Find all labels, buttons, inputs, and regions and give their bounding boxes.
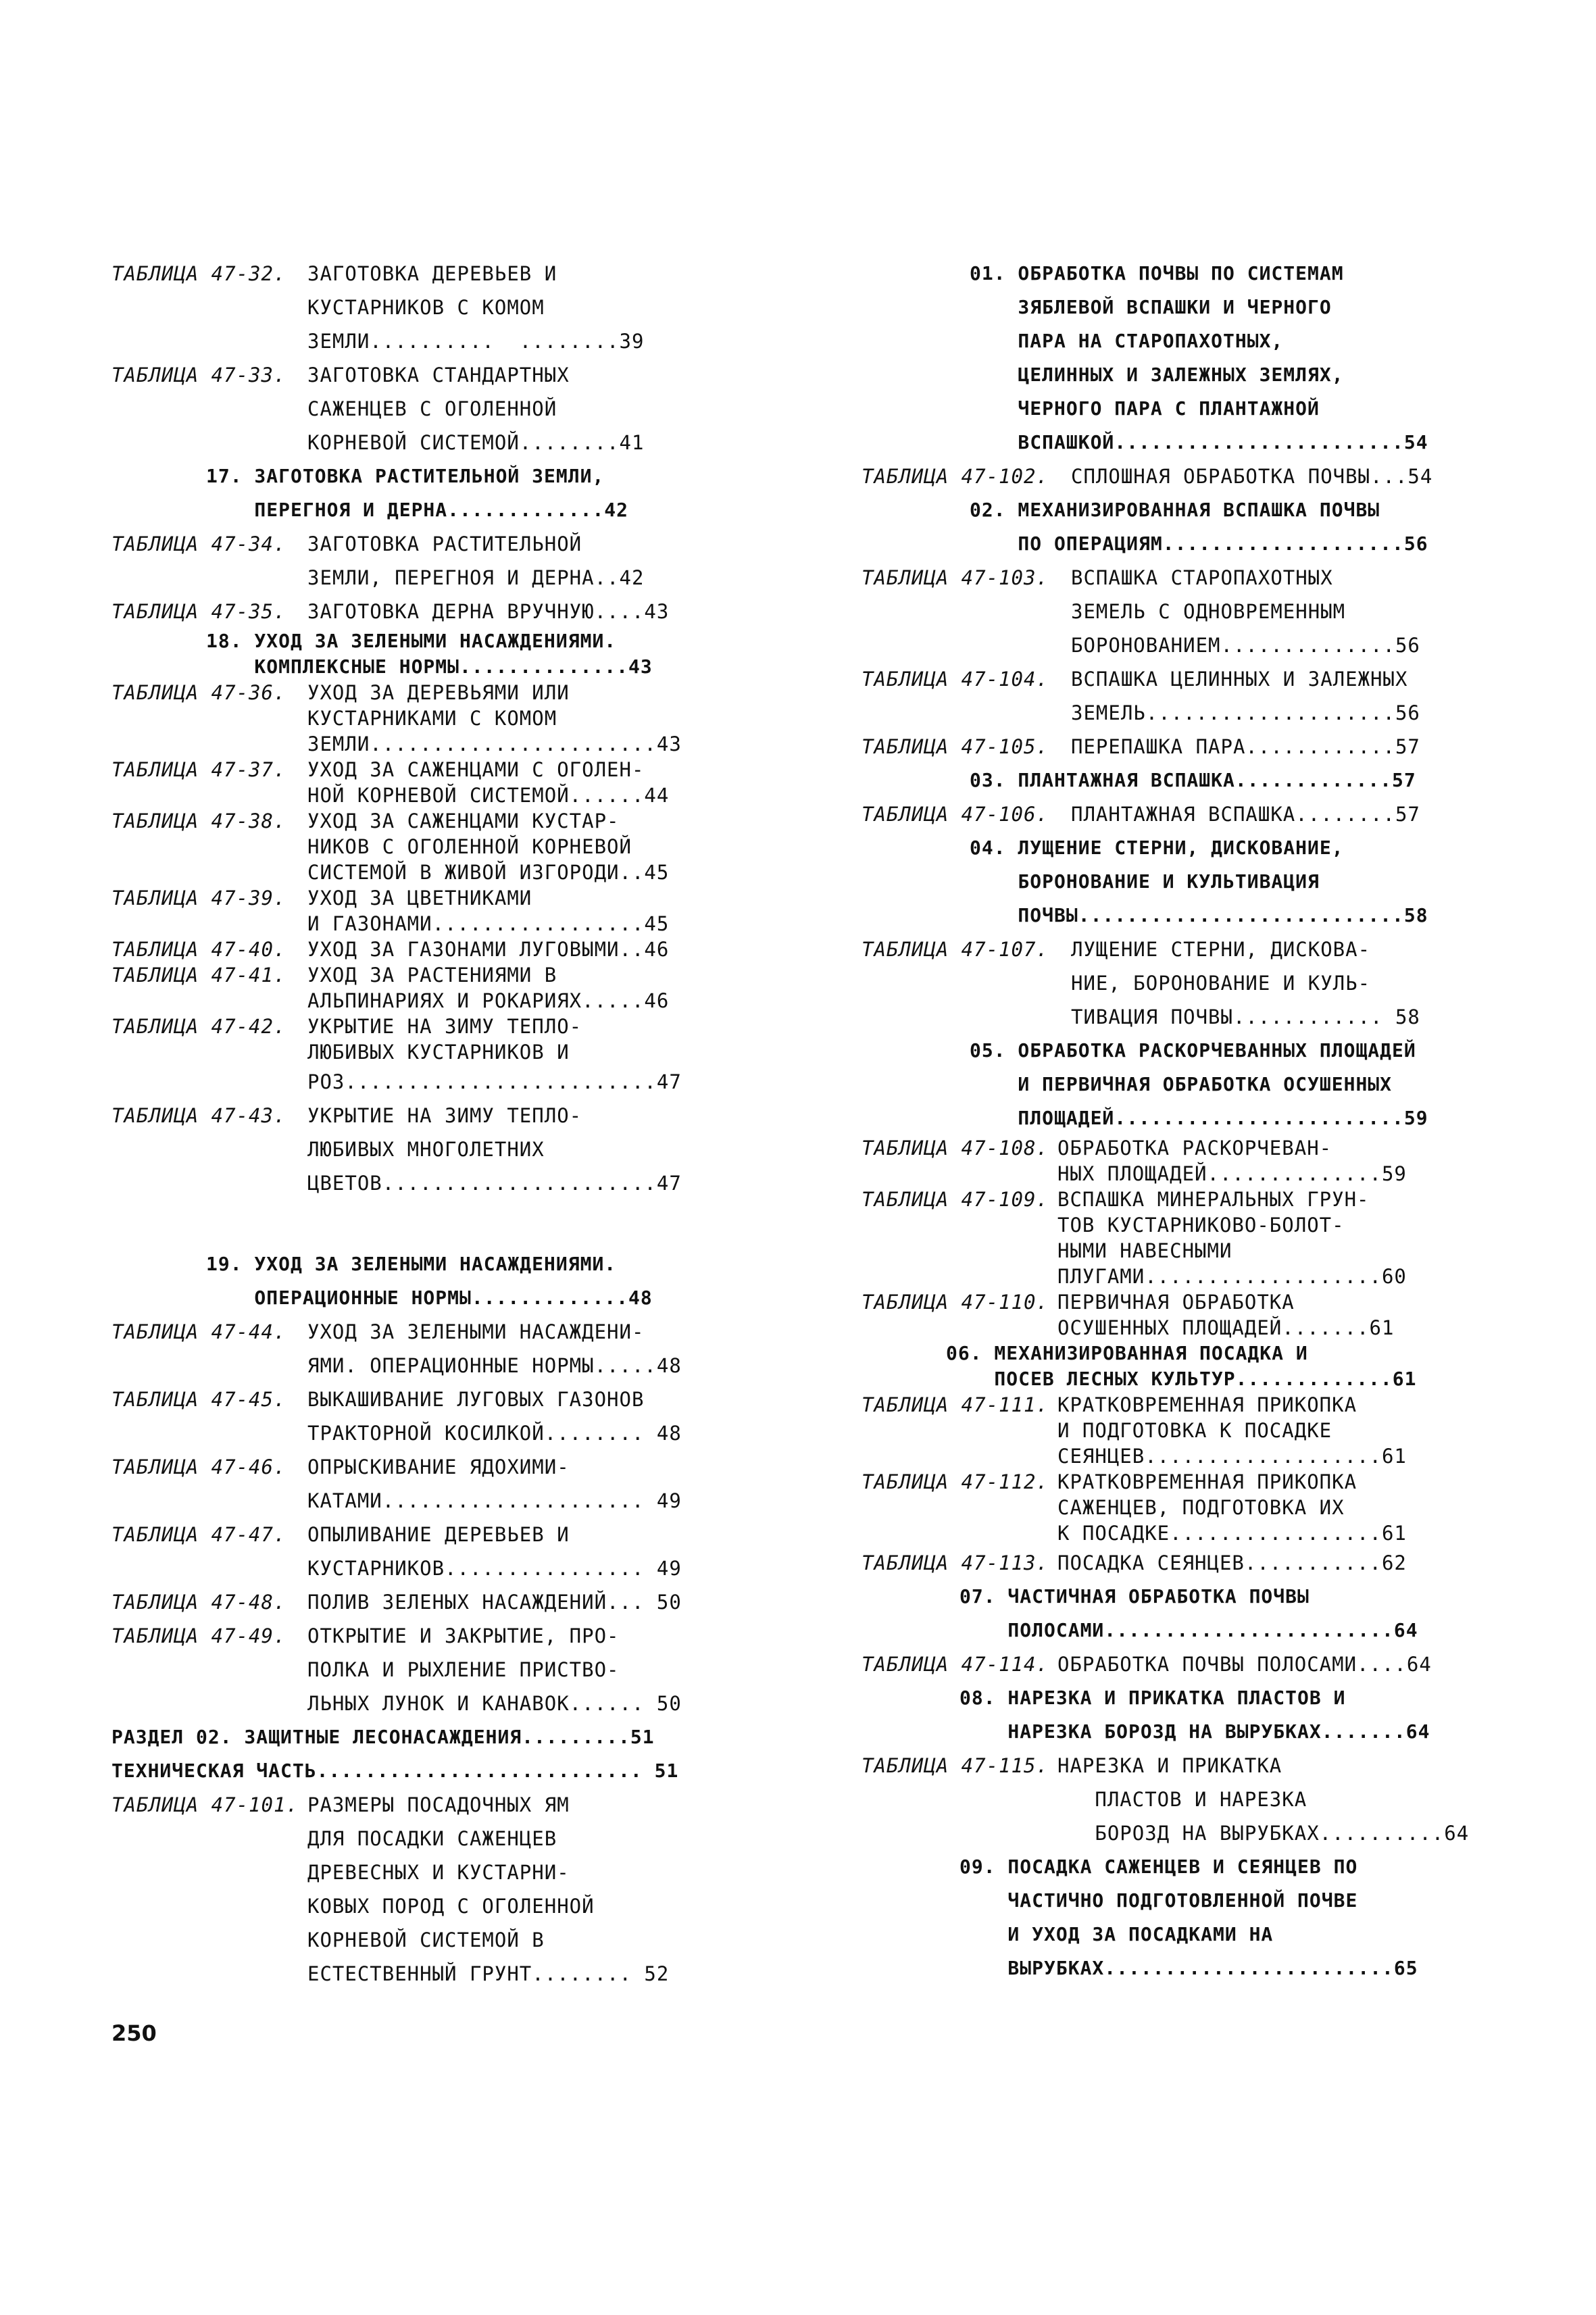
entry-title-line: УКРЫТИЕ НА ЗИМУ ТЕПЛО-	[307, 1104, 582, 1127]
entry-title-line: ЗЕМЕЛЬ С ОДНОВРЕМЕННЫМ	[1071, 600, 1346, 623]
entry-title-line: САЖЕНЦЕВ, ПОДГОТОВКА ИХ	[1057, 1496, 1345, 1519]
entry-title	[307, 757, 726, 808]
toc-entry[interactable]	[862, 932, 1493, 1034]
entry-title	[1057, 1135, 1493, 1187]
table-label: ТАБЛИЦА 47-47.	[111, 1523, 286, 1546]
toc-entry[interactable]	[111, 1619, 726, 1720]
entry-title-line: ЗЕМЕЛЬ....................56	[1071, 701, 1420, 724]
toc-entry[interactable]	[111, 1014, 726, 1065]
toc-entry[interactable]	[111, 937, 726, 962]
table-label: ТАБЛИЦА 47-44.	[111, 1320, 286, 1343]
toc-entry[interactable]	[862, 561, 1493, 662]
section-heading-line: 09. ПОСАДКА САЖЕНЦЕВ И СЕЯНЦЕВ ПО	[959, 1856, 1358, 1878]
toc-entry[interactable]	[862, 1187, 1493, 1289]
entry-title-line: ЗАГОТОВКА СТАНДАРТНЫХ	[307, 364, 570, 387]
toc-entry[interactable]	[862, 1469, 1493, 1546]
entry-title-line: НОЙ КОРНЕВОЙ СИСТЕМОЙ......44	[307, 784, 670, 807]
section-heading-line: ЧЕРНОГО ПАРА С ПЛАНТАЖНОЙ	[970, 397, 1320, 420]
entry-title-line: ОСУШЕННЫХ ПЛОЩАДЕЙ.......61	[1057, 1316, 1395, 1339]
table-label: ТАБЛИЦА 47-109.	[862, 1188, 1049, 1211]
entry-title	[307, 1518, 726, 1585]
table-label: ТАБЛИЦА 47-45.	[111, 1388, 286, 1411]
entry-title	[307, 1450, 726, 1518]
table-label: ТАБЛИЦА 47-37.	[111, 758, 286, 781]
table-label: ТАБЛИЦА 47-41.	[111, 964, 286, 987]
entry-title	[1071, 459, 1493, 493]
table-label: ТАБЛИЦА 47-35.	[111, 600, 286, 623]
toc-entry[interactable]	[862, 1392, 1493, 1469]
section-heading[interactable]	[862, 1850, 1493, 1985]
entry-title-line: ЛЮБИВЫХ МНОГОЛЕТНИХ	[307, 1138, 545, 1161]
table-label: ТАБЛИЦА 47-106.	[862, 803, 1049, 826]
entry-title	[307, 595, 726, 628]
entry-title	[1071, 932, 1493, 1034]
table-label: ТАБЛИЦА 47-114.	[862, 1653, 1049, 1676]
entry-title-line: К ПОСАДКЕ.................61	[1057, 1522, 1407, 1545]
entry-title-line: ПОЛКА И РЫХЛЕНИЕ ПРИСТВО-	[307, 1658, 620, 1681]
spacer	[111, 1200, 726, 1247]
entry-title-line: ПЛАСТОВ И НАРЕЗКА	[1057, 1788, 1307, 1811]
toc-entry[interactable]	[111, 595, 726, 628]
toc-entry[interactable]	[862, 662, 1493, 730]
entry-title-line: УХОД ЗА ЦВЕТНИКАМИ	[307, 887, 532, 910]
entry-title	[307, 1585, 726, 1619]
table-label: ТАБЛИЦА 47-32.	[111, 262, 286, 285]
section-heading-line: 02. МЕХАНИЗИРОВАННАЯ ВСПАШКА ПОЧВЫ	[970, 499, 1380, 521]
entry-title	[1057, 1187, 1493, 1289]
section-heading-line: ЧАСТИЧНО ПОДГОТОВЛЕННОЙ ПОЧВЕ	[959, 1889, 1358, 1912]
entry-title-line: ДЛЯ ПОСАДКИ САЖЕНЦЕВ	[307, 1827, 557, 1850]
entry-title	[307, 1099, 726, 1200]
table-label: ТАБЛИЦА 47-38.	[111, 810, 286, 832]
section-heading-line: И УХОД ЗА ПОСАДКАМИ НА	[959, 1923, 1274, 1945]
entry-title-line: РОЗ.........................47	[307, 1070, 682, 1093]
entry-title-line: НИКОВ С ОГОЛЕННОЙ КОРНЕВОЙ	[307, 835, 632, 858]
section-heading-line: ПОСЕВ ЛЕСНЫХ КУЛЬТУР.............61	[946, 1368, 1417, 1390]
entry-title	[1057, 1749, 1493, 1850]
table-label: ТАБЛИЦА 47-112.	[862, 1470, 1049, 1493]
toc-entry[interactable]	[111, 1065, 726, 1099]
entry-title-line: НЫХ ПЛОЩАДЕЙ..............59	[1057, 1162, 1407, 1185]
entry-title-line: УХОД ЗА ДЕРЕВЬЯМИ ИЛИ	[307, 681, 570, 704]
section-heading-line: БОРОНОВАНИЕ И КУЛЬТИВАЦИЯ	[970, 870, 1320, 893]
table-label: ТАБЛИЦА 47-110.	[862, 1291, 1049, 1314]
entry-title	[1071, 730, 1493, 764]
section-heading-line: ЦЕЛИННЫХ И ЗАЛЕЖНЫХ ЗЕМЛЯХ,	[970, 364, 1344, 386]
section-heading-line: 08. НАРЕЗКА И ПРИКАТКА ПЛАСТОВ И	[959, 1687, 1346, 1709]
entry-title-line: УХОД ЗА САЖЕНЦАМИ КУСТАР-	[307, 810, 620, 832]
section-heading-line: ПОЛОСАМИ........................64	[959, 1619, 1418, 1641]
entry-title-line: УХОД ЗА ЗЕЛЕНЫМИ НАСАЖДЕНИ-	[307, 1320, 645, 1343]
toc-entry[interactable]	[862, 1289, 1493, 1341]
entry-title-line: САЖЕНЦЕВ С ОГОЛЕННОЙ	[307, 397, 557, 420]
entry-title-line: ВСПАШКА СТАРОПАХОТНЫХ	[1071, 566, 1333, 589]
section-heading-line: ТЕХНИЧЕСКАЯ ЧАСТЬ........................... 51	[111, 1760, 679, 1782]
section-heading[interactable]	[862, 493, 1493, 561]
section-heading-line: 03. ПЛАНТАЖНАЯ ВСПАШКА.............57	[970, 769, 1416, 791]
entry-title-line: БОРОНОВАНИЕМ..............56	[1071, 634, 1420, 657]
table-label: ТАБЛИЦА 47-103.	[862, 566, 1049, 589]
entry-title-line: ПЛАНТАЖНАЯ ВСПАШКА........57	[1071, 803, 1420, 826]
section-heading[interactable]	[862, 1341, 1493, 1392]
entry-title-line: ОБРАБОТКА ПОЧВЫ ПОЛОСАМИ....64	[1057, 1653, 1432, 1676]
entry-title-line: КРАТКОВРЕМЕННАЯ ПРИКОПКА	[1057, 1393, 1357, 1416]
left-column	[111, 257, 726, 1991]
table-label: ТАБЛИЦА 47-102.	[862, 465, 1049, 488]
entry-title-line: КОРНЕВОЙ СИСТЕМОЙ В	[307, 1928, 545, 1951]
entry-title-line: ОТКРЫТИЕ И ЗАКРЫТИЕ, ПРО-	[307, 1624, 620, 1647]
entry-title	[307, 257, 726, 358]
section-heading-line: ПЕРЕГНОЯ И ДЕРНА.............42	[206, 499, 629, 521]
entry-title	[1071, 662, 1493, 730]
entry-title-line: ПОСАДКА СЕЯНЦЕВ...........62	[1057, 1551, 1407, 1574]
entry-title	[307, 358, 726, 459]
entry-title	[1057, 1546, 1493, 1580]
section-heading[interactable]	[111, 459, 726, 527]
section-heading-line: 06. МЕХАНИЗИРОВАННАЯ ПОСАДКА И	[946, 1342, 1308, 1364]
entry-title-line: ЛЬНЫХ ЛУНОК И КАНАВОК...... 50	[307, 1692, 682, 1715]
table-label: ТАБЛИЦА 47-40.	[111, 938, 286, 961]
entry-title-line: ТИВАЦИЯ ПОЧВЫ............ 58	[1071, 1005, 1420, 1028]
entry-title-line: ЦВЕТОВ......................47	[307, 1172, 682, 1195]
section-heading[interactable]	[111, 1247, 726, 1315]
entry-title	[1057, 1289, 1493, 1341]
entry-title	[1057, 1469, 1493, 1546]
entry-title-line: ЗЕМЛИ, ПЕРЕГНОЯ И ДЕРНА..42	[307, 566, 645, 589]
toc-entry[interactable]	[111, 1099, 726, 1200]
section-heading[interactable]	[862, 831, 1493, 932]
entry-title-line: СПЛОШНАЯ ОБРАБОТКА ПОЧВЫ...54	[1071, 465, 1433, 488]
entry-title-line: ПЕРЕПАШКА ПАРА............57	[1071, 735, 1420, 758]
entry-title	[307, 1315, 726, 1383]
section-heading[interactable]	[862, 1034, 1493, 1135]
section-heading-line: 17. ЗАГОТОВКА РАСТИТЕЛЬНОЙ ЗЕМЛИ,	[206, 465, 605, 487]
toc-entry[interactable]	[111, 1383, 726, 1450]
entry-title	[307, 1383, 726, 1450]
entry-title-line: ОПРЫСКИВАНИЕ ЯДОХИМИ-	[307, 1455, 570, 1478]
entry-title-line: НЫМИ НАВЕСНЫМИ	[1057, 1239, 1232, 1262]
table-label: ТАБЛИЦА 47-111.	[862, 1393, 1049, 1416]
table-label: ТАБЛИЦА 47-108.	[862, 1137, 1049, 1160]
table-label: ТАБЛИЦА 47-107.	[862, 938, 1049, 961]
table-label: ТАБЛИЦА 47-33.	[111, 364, 286, 387]
entry-title-line: ПЕРВИЧНАЯ ОБРАБОТКА	[1057, 1291, 1295, 1314]
entry-title-line: ЗАГОТОВКА РАСТИТЕЛЬНОЙ	[307, 532, 582, 555]
section-heading[interactable]	[862, 1681, 1493, 1749]
section-heading[interactable]	[862, 1580, 1493, 1647]
section-heading-line: РАЗДЕЛ 02. ЗАЩИТНЫЕ ЛЕСОНАСАЖДЕНИЯ.........51	[111, 1726, 655, 1748]
toc-entry[interactable]	[862, 459, 1493, 493]
entry-title-line: ЕСТЕСТВЕННЫЙ ГРУНТ........ 52	[307, 1962, 670, 1985]
toc-entry[interactable]	[111, 1315, 726, 1383]
section-heading-line: ВЫРУБКАХ........................65	[959, 1957, 1418, 1979]
entry-title-line: И ПОДГОТОВКА К ПОСАДКЕ	[1057, 1419, 1332, 1442]
entry-title-line: КАТАМИ..................... 49	[307, 1489, 682, 1512]
entry-title-line: НИЕ, БОРОНОВАНИЕ И КУЛЬ-	[1071, 972, 1371, 995]
entry-title	[307, 808, 726, 885]
entry-title	[1057, 1392, 1493, 1469]
entry-title-line: НАРЕЗКА И ПРИКАТКА	[1057, 1754, 1282, 1777]
entry-title-line: ВЫКАШИВАНИЕ ЛУГОВЫХ ГАЗОНОВ	[307, 1388, 645, 1411]
section-heading-line: 05. ОБРАБОТКА РАСКОРЧЕВАННЫХ ПЛОЩАДЕЙ	[970, 1039, 1416, 1062]
toc-entry[interactable]	[862, 797, 1493, 831]
entry-title-line: ВСПАШКА ЦЕЛИННЫХ И ЗАЛЕЖНЫХ	[1071, 668, 1408, 691]
section-heading-line: 07. ЧАСТИЧНАЯ ОБРАБОТКА ПОЧВЫ	[959, 1585, 1310, 1608]
entry-title-line: ЗЕМЛИ.......... ........39	[307, 330, 645, 353]
entry-title-line: ДРЕВЕСНЫХ И КУСТАРНИ-	[307, 1861, 570, 1884]
toc-entry[interactable]	[111, 1585, 726, 1619]
section-heading[interactable]	[111, 1720, 726, 1788]
table-label: ТАБЛИЦА 47-46.	[111, 1455, 286, 1478]
entry-title-line: ПЛУГАМИ...................60	[1057, 1265, 1407, 1288]
section-heading-line: ЗЯБЛЕВОЙ ВСПАШКИ И ЧЕРНОГО	[970, 296, 1332, 318]
page-number: 250	[111, 2020, 157, 2046]
table-label: ТАБЛИЦА 47-43.	[111, 1104, 286, 1127]
entry-title-line: ЗАГОТОВКА ДЕРЕВЬЕВ И	[307, 262, 557, 285]
section-heading-line: ПО ОПЕРАЦИЯМ....................56	[970, 532, 1428, 555]
table-label: ТАБЛИЦА 47-36.	[111, 681, 286, 704]
toc-entry[interactable]	[111, 1450, 726, 1518]
table-label: ТАБЛИЦА 47-113.	[862, 1551, 1049, 1574]
toc-entry[interactable]	[111, 962, 726, 1014]
section-heading[interactable]	[862, 764, 1493, 797]
table-label: ТАБЛИЦА 47-115.	[862, 1754, 1049, 1777]
toc-entry[interactable]	[111, 257, 726, 358]
entry-title-line: КУСТАРНИКОВ................ 49	[307, 1557, 682, 1580]
entry-title	[307, 885, 726, 937]
table-label: ТАБЛИЦА 47-101.	[111, 1793, 299, 1816]
entry-title-line: СЕЯНЦЕВ...................61	[1057, 1445, 1407, 1468]
section-heading-line: ПАРА НА СТАРОПАХОТНЫХ,	[970, 330, 1284, 352]
entry-title-line: РАЗМЕРЫ ПОСАДОЧНЫХ ЯМ	[307, 1793, 570, 1816]
table-label: ТАБЛИЦА 47-49.	[111, 1624, 286, 1647]
toc-entry[interactable]	[111, 680, 726, 757]
toc-entry[interactable]	[862, 730, 1493, 764]
section-heading-line: 04. ЛУЩЕНИЕ СТЕРНИ, ДИСКОВАНИЕ,	[970, 837, 1344, 859]
entry-title-line: КУСТАРНИКОВ С КОМОМ	[307, 296, 545, 319]
toc-entry[interactable]	[111, 808, 726, 885]
toc-entry[interactable]	[862, 1749, 1493, 1850]
section-heading-line: ВСПАШКОЙ........................54	[970, 431, 1428, 453]
section-heading-line: ОПЕРАЦИОННЫЕ НОРМЫ.............48	[206, 1287, 653, 1309]
entry-title-line: УХОД ЗА ГАЗОНАМИ ЛУГОВЫМИ..46	[307, 938, 670, 961]
entry-title-line: КРАТКОВРЕМЕННАЯ ПРИКОПКА	[1057, 1470, 1357, 1493]
entry-title-line: ОБРАБОТКА РАСКОРЧЕВАН-	[1057, 1137, 1332, 1160]
section-heading-line: 01. ОБРАБОТКА ПОЧВЫ ПО СИСТЕМАМ	[970, 262, 1344, 284]
entry-title-line: И ГАЗОНАМИ.................45	[307, 912, 670, 935]
entry-title	[307, 527, 726, 595]
entry-title-line: УХОД ЗА РАСТЕНИЯМИ В	[307, 964, 557, 987]
entry-title	[1071, 561, 1493, 662]
section-heading-line: 18. УХОД ЗА ЗЕЛЕНЫМИ НАСАЖДЕНИЯМИ.	[206, 630, 617, 652]
entry-title-line: ПОЛИВ ЗЕЛЕНЫХ НАСАЖДЕНИЙ... 50	[307, 1591, 682, 1614]
entry-title	[307, 937, 726, 962]
entry-title-line: СИСТЕМОЙ В ЖИВОЙ ИЗГОРОДИ..45	[307, 861, 670, 884]
toc-entry[interactable]	[862, 1546, 1493, 1580]
table-label: ТАБЛИЦА 47-34.	[111, 532, 286, 555]
section-heading-line: НАРЕЗКА БОРОЗД НА ВЫРУБКАХ.......64	[959, 1720, 1430, 1743]
entry-title-line: КОВЫХ ПОРОД С ОГОЛЕННОЙ	[307, 1895, 595, 1918]
section-heading[interactable]	[862, 257, 1493, 459]
section-heading-line: ПЛОЩАДЕЙ........................59	[970, 1107, 1428, 1129]
entry-title-line: ЛУЩЕНИЕ СТЕРНИ, ДИСКОВА-	[1071, 938, 1371, 961]
entry-title-line: АЛЬПИНАРИЯХ И РОКАРИЯХ.....46	[307, 989, 670, 1012]
entry-title	[307, 1619, 726, 1720]
toc-entry[interactable]	[111, 527, 726, 595]
entry-title-line: БОРОЗД НА ВЫРУБКАХ..........64	[1057, 1822, 1470, 1845]
section-heading-line: 19. УХОД ЗА ЗЕЛЕНЫМИ НАСАЖДЕНИЯМИ.	[206, 1253, 617, 1275]
entry-title-line: ЛЮБИВЫХ КУСТАРНИКОВ И	[307, 1041, 570, 1064]
entry-title-line: КУСТАРНИКАМИ С КОМОМ	[307, 707, 557, 730]
entry-title-line: ЗЕМЛИ.......................43	[307, 732, 682, 755]
toc-entry[interactable]	[111, 757, 726, 808]
entry-title-line: ЗАГОТОВКА ДЕРНА ВРУЧНУЮ....43	[307, 600, 670, 623]
toc-entry[interactable]	[111, 358, 726, 459]
section-heading-line: И ПЕРВИЧНАЯ ОБРАБОТКА ОСУШЕННЫХ	[970, 1073, 1393, 1095]
toc-entry[interactable]	[111, 1518, 726, 1585]
entry-title-line: ОПЫЛИВАНИЕ ДЕРЕВЬЕВ И	[307, 1523, 570, 1546]
entry-title	[307, 1065, 726, 1099]
table-label: ТАБЛИЦА 47-48.	[111, 1591, 286, 1614]
entry-title-line: УКРЫТИЕ НА ЗИМУ ТЕПЛО-	[307, 1015, 582, 1038]
entry-title	[1071, 797, 1493, 831]
entry-title	[307, 962, 726, 1014]
toc-entry[interactable]	[862, 1135, 1493, 1187]
right-column	[862, 257, 1493, 1985]
table-label: ТАБЛИЦА 47-105.	[862, 735, 1049, 758]
toc-entry[interactable]	[111, 885, 726, 937]
table-label: ТАБЛИЦА 47-39.	[111, 887, 286, 910]
table-label: ТАБЛИЦА 47-42.	[111, 1015, 286, 1038]
toc-entry[interactable]	[111, 1788, 726, 1991]
entry-title-line: УХОД ЗА САЖЕНЦАМИ С ОГОЛЕН-	[307, 758, 645, 781]
table-label: ТАБЛИЦА 47-104.	[862, 668, 1049, 691]
section-heading-line: КОМПЛЕКСНЫЕ НОРМЫ..............43	[206, 655, 653, 678]
entry-title	[307, 680, 726, 757]
section-heading[interactable]	[111, 628, 726, 680]
entry-title	[307, 1014, 726, 1065]
section-heading-line: ПОЧВЫ...........................58	[970, 904, 1428, 926]
toc-entry[interactable]	[862, 1647, 1493, 1681]
entry-title-line: КОРНЕВОЙ СИСТЕМОЙ........41	[307, 431, 645, 454]
entry-title-line: ТОВ КУСТАРНИКОВО-БОЛОТ-	[1057, 1214, 1345, 1237]
entry-title-line: ВСПАШКА МИНЕРАЛЬНЫХ ГРУН-	[1057, 1188, 1370, 1211]
entry-title	[307, 1788, 726, 1991]
entry-title-line: ЯМИ. ОПЕРАЦИОННЫЕ НОРМЫ.....48	[307, 1354, 682, 1377]
entry-title-line: ТРАКТОРНОЙ КОСИЛКОЙ........ 48	[307, 1422, 682, 1445]
entry-title	[1057, 1647, 1493, 1681]
